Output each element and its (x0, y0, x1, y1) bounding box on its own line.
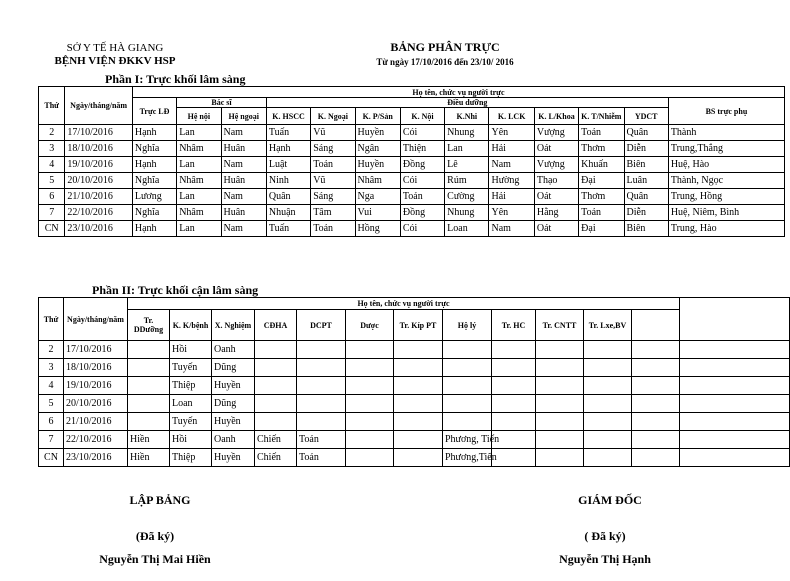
table-cell: 5 (39, 395, 64, 413)
table-cell: Quân (624, 189, 668, 205)
table-row (39, 141, 785, 157)
table-cell: Đại (579, 173, 624, 189)
table-cell (346, 449, 394, 467)
table-cell: Thành (668, 125, 784, 141)
table-cell: Nghĩa (132, 173, 176, 189)
col-sub: K. Ngoại (311, 108, 355, 125)
table-cell: Tâm (311, 205, 355, 221)
col-sub: Dược (346, 310, 394, 341)
left-sign-title: LẬP BẢNG (129, 493, 191, 507)
table-cell: Hiền (128, 449, 170, 467)
table-cell: Hồng (355, 221, 400, 237)
table-cell (297, 341, 346, 359)
table-cell (128, 377, 170, 395)
col-sub: Tr. DDưỡng (128, 310, 170, 341)
table-cell: Hiền (128, 431, 170, 449)
table-cell: Chiến (255, 449, 297, 467)
table-cell: Ninh (266, 173, 310, 189)
table-cell: Chiến (255, 431, 297, 449)
part2-body (39, 341, 790, 467)
table-cell: Vũ (311, 125, 355, 141)
table-cell: Huyền (355, 125, 400, 141)
table-cell (346, 413, 394, 431)
table-cell (536, 341, 584, 359)
table-cell (584, 413, 632, 431)
table-cell: Nhâm (177, 205, 221, 221)
table-cell: Lan (177, 221, 221, 237)
table-cell (536, 449, 584, 467)
table-cell: 7 (39, 431, 64, 449)
table-cell: Nhung (445, 125, 489, 141)
table-cell: Huyền (212, 449, 255, 467)
table-cell (632, 359, 680, 377)
table-cell: Vui (355, 205, 400, 221)
table-cell (394, 431, 443, 449)
col-sub: DCPT (297, 310, 346, 341)
table-cell: Loan (170, 395, 212, 413)
table-cell: Toản (579, 205, 624, 221)
table-cell: Hạnh (132, 125, 176, 141)
table-cell: Toản (297, 431, 346, 449)
table-cell (584, 395, 632, 413)
table-cell: 4 (39, 377, 64, 395)
table-cell: 20/10/2016 (64, 395, 128, 413)
table-cell (584, 341, 632, 359)
table-cell (297, 413, 346, 431)
table-cell (584, 431, 632, 449)
col-group-header: Họ tên, chức vụ người trực (132, 87, 784, 98)
table-cell: Loan (445, 221, 489, 237)
table-cell: Thiện (400, 141, 444, 157)
table-cell: Hạnh (266, 141, 310, 157)
table-cell: Hải (489, 189, 534, 205)
table-cell: Cói (400, 173, 444, 189)
table-cell (680, 341, 790, 359)
table-cell: Diễn (624, 205, 668, 221)
table-cell: Huyền (355, 157, 400, 173)
table-cell: Nam (221, 157, 266, 173)
col-blank (680, 298, 790, 341)
table-cell: Trung,Thắng (668, 141, 784, 157)
table-cell (346, 341, 394, 359)
table-row (39, 395, 790, 413)
table-cell: 22/10/2016 (64, 431, 128, 449)
table-cell: Dũng (212, 359, 255, 377)
table-cell: Yên (489, 125, 534, 141)
col-sub: Tr. Lxe,BV (584, 310, 632, 341)
col-sub: K. T/Nhiễm (579, 108, 624, 125)
table-cell: Dũng (212, 395, 255, 413)
col-sub: Tr. CNTT (536, 310, 584, 341)
table-cell: Oát (534, 141, 578, 157)
table-cell (492, 341, 536, 359)
table-cell: 20/10/2016 (65, 173, 133, 189)
table-cell: Phương, Tiến (443, 431, 492, 449)
col-sub: K. L/Khoa (534, 108, 578, 125)
table-cell: Cường (445, 189, 489, 205)
table-cell: 19/10/2016 (65, 157, 133, 173)
table-cell: Hải (489, 141, 534, 157)
table-cell (680, 395, 790, 413)
table-cell (632, 431, 680, 449)
table-cell: Thơm (579, 189, 624, 205)
table-cell (394, 449, 443, 467)
table-cell: Huệ, Hào (668, 157, 784, 173)
col-truc-ld: Trực LĐ (132, 98, 176, 125)
schedule-table-part2 (38, 297, 790, 467)
table-cell: Tuyến (170, 359, 212, 377)
table-cell: Lan (177, 157, 221, 173)
col-sub: CĐHA (255, 310, 297, 341)
table-cell: Lan (177, 125, 221, 141)
col-sub: Hệ ngoại (221, 108, 266, 125)
table-cell (394, 395, 443, 413)
section-title-part2: Phần II: Trực khối cận lâm sàng (92, 283, 259, 297)
table-cell: Nam (489, 221, 534, 237)
table-cell (443, 341, 492, 359)
col-sub: Hệ nội (177, 108, 221, 125)
table-cell: Biên (624, 157, 668, 173)
table-cell: Nga (355, 189, 400, 205)
table-cell (346, 431, 394, 449)
table-cell: Hồi (170, 341, 212, 359)
table-cell: Thiệp (170, 377, 212, 395)
table-cell: Toản (311, 221, 355, 237)
table-cell: Trung, Hào (668, 221, 784, 237)
table-cell: Huyền (212, 413, 255, 431)
table-cell (536, 377, 584, 395)
table-cell (632, 341, 680, 359)
table-cell (255, 377, 297, 395)
table-row (39, 173, 785, 189)
table-cell (536, 431, 584, 449)
table-cell: Sáng (311, 189, 355, 205)
col-sub: Hộ lý (443, 310, 492, 341)
dept-name: SỞ Y TẾ HÀ GIANG (66, 42, 164, 54)
table-cell: Quân (624, 125, 668, 141)
table-cell (443, 377, 492, 395)
table-cell (492, 359, 536, 377)
col-sub: K. LCK (489, 108, 534, 125)
table-cell: 21/10/2016 (65, 189, 133, 205)
table-cell (632, 413, 680, 431)
table-row (39, 377, 790, 395)
table-row (39, 205, 785, 221)
table-cell: Huân (221, 205, 266, 221)
table-cell: Nam (221, 125, 266, 141)
table-cell: Cói (400, 221, 444, 237)
table-cell: Vượng (534, 125, 578, 141)
table-cell (492, 413, 536, 431)
table-cell (255, 395, 297, 413)
date-range: Từ ngày 17/10/2016 đến 23/10/ 2016 (376, 57, 514, 67)
col-bs-truc-phu: BS trực phụ (668, 98, 784, 125)
table-cell (680, 413, 790, 431)
col-sub: K.Nhi (445, 108, 489, 125)
col-blank (632, 310, 680, 341)
right-signer-name: Nguyễn Thị Hạnh (559, 552, 651, 566)
table-row (39, 125, 785, 141)
table-cell: 23/10/2016 (64, 449, 128, 467)
right-signed-note: ( Đã ký) (584, 529, 626, 543)
table-cell: Nam (221, 189, 266, 205)
table-cell (584, 359, 632, 377)
table-cell (128, 413, 170, 431)
table-cell (346, 377, 394, 395)
table-row (39, 341, 790, 359)
table-cell (394, 359, 443, 377)
table-cell: 18/10/2016 (65, 141, 133, 157)
table-cell (255, 359, 297, 377)
table-cell (297, 395, 346, 413)
table-row (39, 431, 790, 449)
table-cell: 2 (39, 341, 64, 359)
col-group-header: Họ tên, chức vụ người trực (128, 298, 680, 310)
table-cell: Yên (489, 205, 534, 221)
table-cell (443, 359, 492, 377)
col-sub: K. Nội (400, 108, 444, 125)
table-cell: Nam (489, 157, 534, 173)
table-cell: Tuyến (170, 413, 212, 431)
table-cell (584, 449, 632, 467)
table-cell: Huân (221, 141, 266, 157)
table-cell: 7 (39, 205, 65, 221)
table-cell: 6 (39, 189, 65, 205)
document-title: BẢNG PHÂN TRỰC (390, 40, 500, 54)
table-cell: Lê (445, 157, 489, 173)
table-cell (394, 377, 443, 395)
table-cell (346, 359, 394, 377)
table-cell: Toản (311, 157, 355, 173)
col-thu: Thứ (39, 298, 64, 341)
col-dieu-duong: Điều dưỡng (266, 98, 668, 108)
table-row (39, 359, 790, 377)
table-cell: Quân (266, 189, 310, 205)
table-cell (255, 413, 297, 431)
table-cell: 3 (39, 359, 64, 377)
table-cell: Phương,Tiến (443, 449, 492, 467)
col-sub: K. HSCC (266, 108, 310, 125)
table-cell (536, 359, 584, 377)
table-cell: Nam (221, 221, 266, 237)
table-cell: 17/10/2016 (64, 341, 128, 359)
table-cell (346, 395, 394, 413)
table-cell: Huân (221, 173, 266, 189)
table-cell (255, 341, 297, 359)
table-cell (394, 413, 443, 431)
table-cell (632, 449, 680, 467)
table-cell (680, 449, 790, 467)
col-bac-si: Bác sĩ (177, 98, 267, 108)
col-thu: Thứ (39, 87, 65, 125)
table-cell: Nhâm (177, 173, 221, 189)
table-cell: Hạnh (132, 157, 176, 173)
table-cell: Đồng (400, 157, 444, 173)
table-cell: CN (39, 221, 65, 237)
table-cell: Diễn (624, 141, 668, 157)
table-cell: 17/10/2016 (65, 125, 133, 141)
col-sub: Tr. HC (492, 310, 536, 341)
table-row (39, 189, 785, 205)
hospital-name: BỆNH VIỆN ĐKKV HSP (54, 55, 176, 67)
table-cell: 19/10/2016 (64, 377, 128, 395)
left-signer-name: Nguyễn Thị Mai Hiền (99, 552, 211, 566)
table-cell: Đồng (400, 205, 444, 221)
table-cell: Lan (445, 141, 489, 157)
table-cell: Nhung (445, 205, 489, 221)
table-cell: Lan (177, 189, 221, 205)
table-cell (128, 359, 170, 377)
table-cell (128, 395, 170, 413)
table-cell: Đại (579, 221, 624, 237)
table-cell: Hạnh (132, 221, 176, 237)
table-cell: Cói (400, 125, 444, 141)
table-cell: Sáng (311, 141, 355, 157)
table-cell: 2 (39, 125, 65, 141)
table-cell (584, 377, 632, 395)
table-cell (492, 395, 536, 413)
table-cell: 21/10/2016 (64, 413, 128, 431)
table-cell: Thiệp (170, 449, 212, 467)
table-row (39, 221, 785, 237)
table-cell: Nghĩa (132, 205, 176, 221)
table-cell: Tuấn (266, 125, 310, 141)
table-cell: Luật (266, 157, 310, 173)
table-cell (536, 413, 584, 431)
right-sign-title: GIÁM ĐỐC (578, 493, 642, 507)
table-cell (297, 377, 346, 395)
left-signed-note: (Đã ký) (135, 529, 175, 543)
col-sub: YDCT (624, 108, 668, 125)
table-cell (128, 341, 170, 359)
table-cell: Toản (579, 125, 624, 141)
table-cell: 5 (39, 173, 65, 189)
table-row (39, 413, 790, 431)
table-cell (632, 377, 680, 395)
table-cell: Oanh (212, 431, 255, 449)
table-cell (443, 413, 492, 431)
col-date: Ngày/tháng/năm (65, 87, 133, 125)
table-cell: Luân (624, 173, 668, 189)
table-cell: Oát (534, 221, 578, 237)
table-cell: Nhâm (177, 141, 221, 157)
table-cell: Trung, Hồng (668, 189, 784, 205)
table-cell: Toản (297, 449, 346, 467)
col-sub: K. P/Sản (355, 108, 400, 125)
table-cell: Ngân (355, 141, 400, 157)
col-date: Ngày/tháng/năm (64, 298, 128, 341)
table-cell: Thơm (579, 141, 624, 157)
table-cell: Lương (132, 189, 176, 205)
table-cell (297, 359, 346, 377)
table-cell: Biên (624, 221, 668, 237)
part1-body (39, 125, 785, 237)
table-cell: Thạo (534, 173, 578, 189)
table-cell: 18/10/2016 (64, 359, 128, 377)
section-title-part1: Phần I: Trực khối lâm sàng (105, 72, 246, 86)
table-cell: Huệ, Niêm, Bình (668, 205, 784, 221)
table-row (39, 449, 790, 467)
table-row (39, 157, 785, 173)
table-cell: 23/10/2016 (65, 221, 133, 237)
table-cell: Oát (534, 189, 578, 205)
table-cell: Vũ (311, 173, 355, 189)
table-cell: Rúm (445, 173, 489, 189)
schedule-table-part1 (38, 86, 785, 237)
table-cell: Toản (400, 189, 444, 205)
table-cell (394, 341, 443, 359)
table-cell: Thành, Ngọc (668, 173, 784, 189)
table-cell (443, 395, 492, 413)
table-cell: Nhuận (266, 205, 310, 221)
table-cell: 4 (39, 157, 65, 173)
table-cell: Hường (489, 173, 534, 189)
col-sub: Tr. Kíp PT (394, 310, 443, 341)
table-cell: Hằng (534, 205, 578, 221)
table-cell: Tuấn (266, 221, 310, 237)
table-cell (492, 377, 536, 395)
table-cell (492, 449, 536, 467)
table-cell: Nhâm (355, 173, 400, 189)
table-cell: Nghĩa (132, 141, 176, 157)
table-cell: 3 (39, 141, 65, 157)
table-cell (680, 377, 790, 395)
table-cell: CN (39, 449, 64, 467)
col-sub: K. K/bệnh (170, 310, 212, 341)
table-cell: Khuấn (579, 157, 624, 173)
table-cell: Huyền (212, 377, 255, 395)
table-cell: 22/10/2016 (65, 205, 133, 221)
table-cell (632, 395, 680, 413)
table-cell (536, 395, 584, 413)
table-cell: Vượng (534, 157, 578, 173)
table-cell: Oanh (212, 341, 255, 359)
table-cell (680, 359, 790, 377)
table-cell: 6 (39, 413, 64, 431)
table-cell (680, 431, 790, 449)
col-sub: X. Nghiệm (212, 310, 255, 341)
table-cell: Hồi (170, 431, 212, 449)
